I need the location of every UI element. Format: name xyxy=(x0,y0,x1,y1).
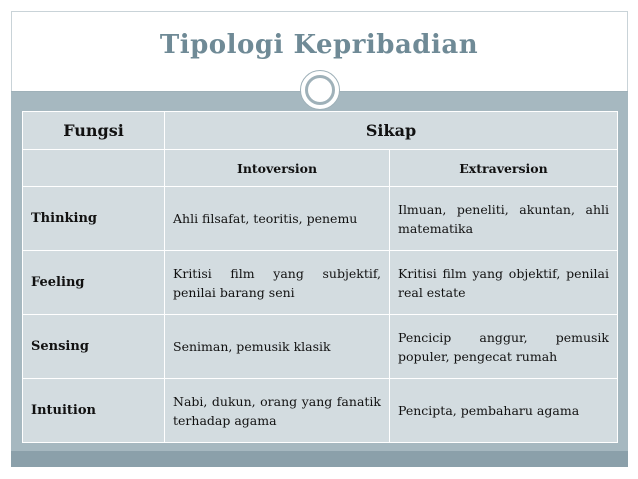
cell-introversion: Seniman, pemusik klasik xyxy=(165,315,390,379)
cell-extraversion: Pencicip anggur, pemusik populer, pengecat rumah xyxy=(390,315,618,379)
cell-extraversion: Kritisi film yang objektif, penilai real estate xyxy=(390,251,618,315)
cell-introversion: Kritisi film yang subjektif, penilai barang seni xyxy=(165,251,390,315)
header-sikap: Sikap xyxy=(165,112,618,150)
cell-extraversion: Ilmuan, peneliti, akuntan, ahli matematika xyxy=(390,187,618,251)
slide-title: Tipologi Kepribadian xyxy=(159,30,479,60)
cell-introversion: Nabi, dukun, orang yang fanatik terhadap agama xyxy=(165,379,390,443)
table-subheader-row xyxy=(23,150,618,187)
subheader-blank xyxy=(23,150,165,187)
typology-table xyxy=(22,111,618,443)
table-header-row xyxy=(23,112,618,150)
row-label-feeling: Feeling xyxy=(23,251,165,315)
table-row xyxy=(23,251,618,315)
subheader-introversion: Intoversion xyxy=(165,150,390,187)
table-row xyxy=(23,187,618,251)
circle-ornament-inner-icon xyxy=(305,75,335,105)
row-label-sensing: Sensing xyxy=(23,315,165,379)
table-row xyxy=(23,315,618,379)
subheader-extraversion: Extraversion xyxy=(390,150,618,187)
row-label-intuition: Intuition xyxy=(23,379,165,443)
row-label-thinking: Thinking xyxy=(23,187,165,251)
cell-introversion: Ahli filsafat, teoritis, penemu xyxy=(165,187,390,251)
footer-bar xyxy=(11,451,628,467)
table-row xyxy=(23,379,618,443)
cell-extraversion: Pencipta, pembaharu agama xyxy=(390,379,618,443)
header-fungsi: Fungsi xyxy=(23,112,165,150)
